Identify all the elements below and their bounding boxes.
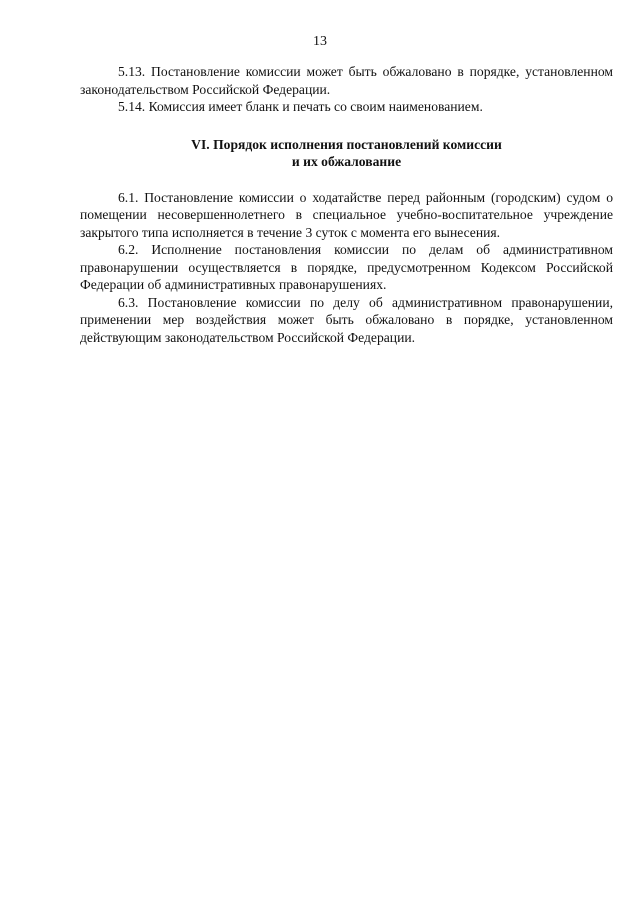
paragraph-5-13: 5.13. Постановление комиссии может быть обжаловано в порядке, установленном законодательством Российской Федерации. [80, 64, 613, 97]
paragraph-6-3: 6.3. Постановление комиссии по делу об административном правонарушении, применении мер воздействия может быть обжаловано в порядке, установленном действующим законодательством Российской Федерации. [80, 294, 613, 345]
paragraph-5-14: 5.14. Комиссия имеет бланк и печать со своим наименованием. [118, 99, 483, 114]
document-body [80, 63, 613, 346]
section-heading-line-1: VI. Порядок исполнения постановлений комиссии [191, 136, 502, 152]
paragraph-6-2: 6.2. Исполнение постановления комиссии по делам об административном правонарушении осуществляется в порядке, предусмотренном Кодексом Российской Федерации об административных правонарушениях. [80, 242, 613, 292]
section-heading [80, 136, 613, 171]
paragraph-6-1: 6.1. Постановление комиссии о ходатайстве перед районным (городским) судом о помещении несовершеннолетнего в специальное учебно-воспитательное учреждение закрытого типа исполняется в течение 3 суток с момента его вынесения. [80, 189, 613, 240]
page-number: 13 [313, 34, 327, 49]
section-heading-line-2: и их обжалование [291, 154, 402, 169]
